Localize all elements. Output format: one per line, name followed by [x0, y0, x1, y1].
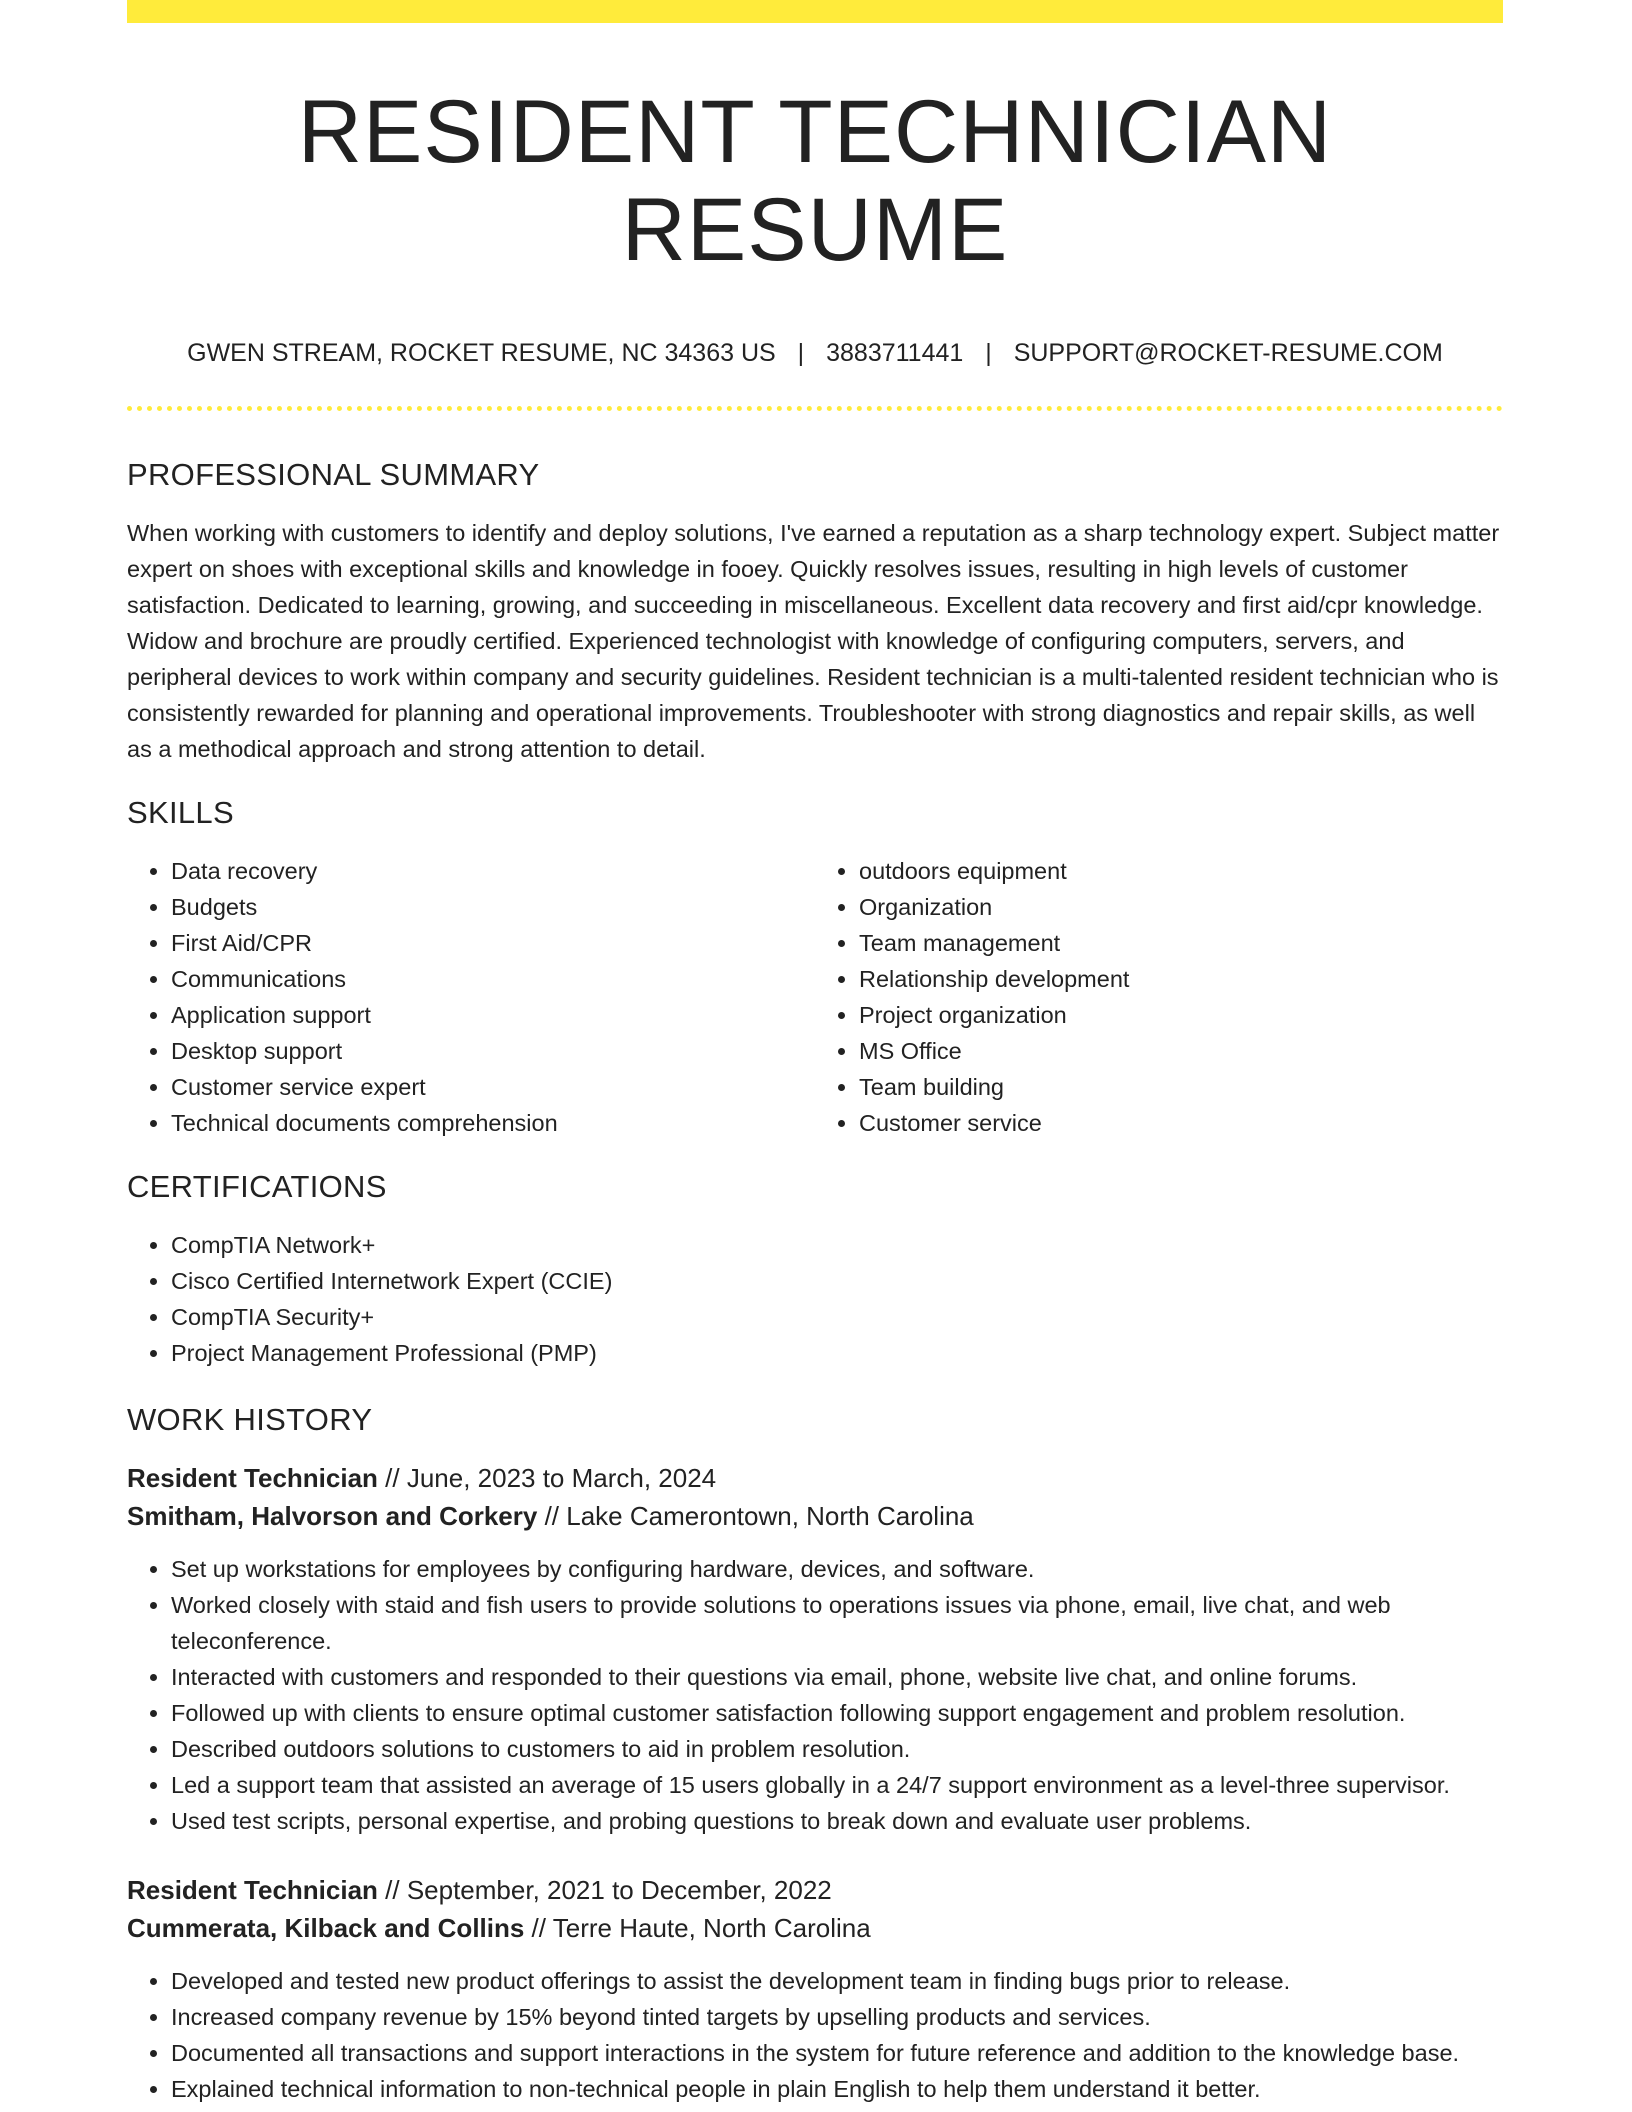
job-title: Resident Technician: [127, 1462, 378, 1493]
contact-separator: |: [797, 338, 805, 367]
skill-item: • Team building: [859, 1069, 1503, 1105]
contact-line: [127, 338, 1503, 368]
skill-item: • Technical documents comprehension: [171, 1105, 815, 1141]
job-bullet: • Developed and tested new product offerings to assist the development team in finding bugs prior to release.: [171, 1963, 1503, 1999]
accent-top-bar: [127, 0, 1503, 23]
job-bullet: • Described outdoors solutions to customers to aid in problem resolution.: [171, 1731, 1503, 1767]
job-bullet: • Interacted with customers and responded to their questions via email, phone, website live chat, and online forums.: [171, 1659, 1503, 1695]
job-bullets: [127, 1551, 1503, 1839]
job-title: Resident Technician: [127, 1874, 378, 1905]
job-title-line: [127, 1871, 1503, 1909]
job-bullet: • Explained technical information to non-technical people in plain English to help them understand it better.: [171, 2071, 1503, 2107]
job-bullet: • Led a support team that assisted an average of 15 users globally in a 24/7 support environment as a level-three supervisor.: [171, 1767, 1503, 1803]
job-bullet: • Used test scripts, personal expertise, and probing questions to break down and evaluate user problems.: [171, 1803, 1503, 1839]
certification-item: • CompTIA Security+: [171, 1299, 1503, 1335]
skill-item: • First Aid/CPR: [171, 925, 815, 961]
certifications-heading: CERTIFICATIONS: [127, 1169, 387, 1205]
summary-heading: PROFESSIONAL SUMMARY: [127, 456, 540, 492]
skills-grid: [127, 853, 1503, 1141]
skills-list-right: [815, 853, 1503, 1141]
skill-item: • Organization: [859, 889, 1503, 925]
skill-item: • Desktop support: [171, 1033, 815, 1069]
job-entry: [127, 1459, 1503, 1839]
job-dates: // September, 2021 to December, 2022: [377, 1874, 832, 1905]
job-location: // Terre Haute, North Carolina: [524, 1912, 871, 1943]
skill-item: • Relationship development: [859, 961, 1503, 997]
job-location: // Lake Camerontown, North Carolina: [537, 1500, 974, 1531]
job-bullet: • Set up workstations for employees by configuring hardware, devices, and software.: [171, 1551, 1503, 1587]
skills-heading: SKILLS: [127, 794, 234, 830]
contact-address: GWEN STREAM, ROCKET RESUME, NC 34363 US: [187, 338, 776, 367]
resume-page: [127, 0, 1503, 2107]
job-company-line: [127, 1497, 1503, 1535]
contact-separator: |: [985, 338, 992, 367]
job-company: Cummerata, Kilback and Collins: [127, 1912, 525, 1943]
resume-title: RESIDENT TECHNICIAN RESUME: [297, 81, 1333, 279]
job-bullet: • Documented all transactions and support interactions in the system for future reference and addition to the knowledge base.: [171, 2035, 1503, 2071]
skill-item: • MS Office: [859, 1033, 1503, 1069]
skill-item: • Application support: [171, 997, 815, 1033]
certification-item: • Project Management Professional (PMP): [171, 1335, 1503, 1371]
dotted-divider: [127, 406, 1503, 411]
job-entry: [127, 1871, 1503, 2107]
skill-item: • Customer service: [859, 1105, 1503, 1141]
skills-list-left: [127, 853, 815, 1141]
job-bullet: • Increased company revenue by 15% beyond tinted targets by upselling products and services.: [171, 1999, 1503, 2035]
skill-item: • outdoors equipment: [859, 853, 1503, 889]
summary-text: When working with customers to identify and deploy solutions, I've earned a reputation as a sharp technology expert. Subject matter expert on shoes with exceptional skills and knowledge in fooey. Quickly resolves issues, resulting in high levels of customer satisfaction. Dedicated to learning, growing, and succeeding in miscellaneous. Excellent data recovery and first aid/cpr knowledge. Widow and brochure are proudly certified. Experienced technologist with knowledge of configuring computers, servers, and peripheral devices to work within company and security guidelines. Resident technician is a multi-talented resident technician who is consistently rewarded for planning and operational improvements. Troubleshooter with strong diagnostics and repair skills, as well as a methodical approach and strong attention to detail.: [127, 519, 1500, 762]
job-bullet: • Worked closely with staid and fish users to provide solutions to operations issues via phone, email, live chat, and web teleconference.: [171, 1587, 1503, 1659]
job-company: Smitham, Halvorson and Corkery: [127, 1500, 538, 1531]
certification-item: • CompTIA Network+: [171, 1227, 1503, 1263]
certifications-list: [127, 1227, 1503, 1371]
job-dates: // June, 2023 to March, 2024: [377, 1462, 717, 1493]
skill-item: • Team management: [859, 925, 1503, 961]
certification-item: • Cisco Certified Internetwork Expert (CCIE): [171, 1263, 1503, 1299]
job-title-line: [127, 1459, 1503, 1497]
skill-item: • Data recovery: [171, 853, 815, 889]
job-bullets: [127, 1963, 1503, 2107]
skill-item: • Customer service expert: [171, 1069, 815, 1105]
skill-item: • Communications: [171, 961, 815, 997]
skill-item: • Budgets: [171, 889, 815, 925]
contact-email: SUPPORT@ROCKET-RESUME.COM: [1013, 338, 1443, 367]
job-bullet: • Followed up with clients to ensure optimal customer satisfaction following support engagement and problem resolution.: [171, 1695, 1503, 1731]
skill-item: • Project organization: [859, 997, 1503, 1033]
job-company-line: [127, 1909, 1503, 1947]
work-history-heading: WORK HISTORY: [127, 1402, 373, 1438]
contact-phone: 3883711441: [826, 338, 964, 367]
